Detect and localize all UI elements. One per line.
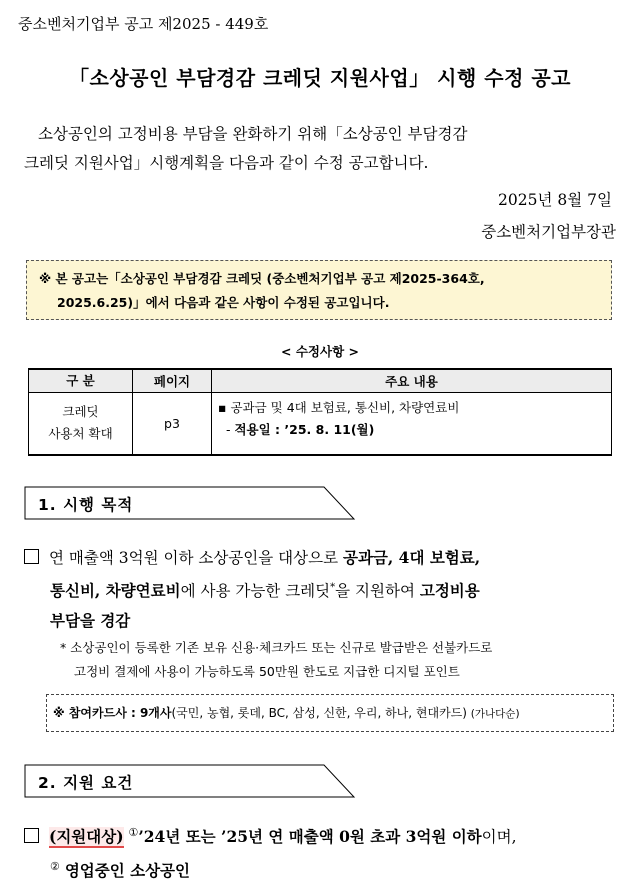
table-header-category: 구 분 — [29, 369, 133, 393]
changes-table — [28, 368, 612, 456]
card-box-order-note: (가나다순) — [470, 708, 520, 720]
page-title: 「소상공인 부담경감 크레딧 지원사업」 시행 수정 공고 — [69, 66, 571, 90]
section-2-paragraph — [24, 818, 629, 886]
support-target-label: (지원대상) — [49, 827, 124, 846]
footnote — [60, 636, 620, 684]
checkbox-square-icon — [24, 828, 39, 843]
footnote-mark: * — [330, 582, 336, 593]
purpose-line-2 — [24, 573, 624, 606]
purpose-text-2: 에 사용 가능한 크레딧 — [180, 582, 331, 601]
table-caption: < 수정사항 > — [281, 344, 359, 359]
table-header-row — [29, 369, 612, 393]
purpose-text-3: 을 지원하여 — [335, 582, 420, 601]
purpose-bold-3: 고정비용 — [419, 581, 480, 601]
intro-line-2: 크레딧 지원사업」시행계획을 다음과 같이 수정 공고합니다. — [24, 154, 429, 172]
checkbox-square-icon — [24, 549, 39, 564]
section-1-label: 1. 시행 목적 — [38, 496, 134, 514]
purpose-text-1: 연 매출액 3억원 이하 소상공인을 대상으로 — [49, 549, 343, 567]
card-box-list: (국민, 농협, 롯데, BC, 삼성, 신한, 우리, 하나, 현대카드) — [171, 706, 467, 720]
participating-cards-box — [46, 694, 614, 732]
footnote-line-1: * 소상공인이 등록한 기존 보유 신용·체크카드 또는 신규로 발급받은 선불카드로 — [60, 640, 493, 655]
section-2-label: 2. 지원 요건 — [38, 774, 134, 792]
card-box-label: ※ 참여카드사 : 9개사 — [53, 706, 172, 720]
notice-number: 중소벤처기업부 공고 제2025 - 449호 — [18, 15, 269, 33]
notice-box-line-1: ※ 본 공고는「소상공인 부담경감 크레딧 (중소벤처기업부 공고 제2025-364호, — [39, 271, 485, 286]
purpose-bold-2: 통신비, 차량연료비 — [50, 581, 181, 601]
eligibility-tail: 이며, — [481, 828, 517, 846]
section-1-heading — [24, 486, 356, 520]
purpose-bold-4: 부담을 경감 — [50, 611, 131, 631]
table-header-content: 주요 내용 — [212, 369, 612, 393]
table-header-page: 페이지 — [133, 369, 212, 393]
content-dash: - — [226, 422, 235, 437]
amendment-notice-box — [26, 260, 612, 320]
eligibility-line-2 — [24, 852, 629, 886]
issuer: 중소벤처기업부장관 — [481, 223, 616, 241]
section-2-heading — [24, 764, 356, 798]
purpose-line-3 — [24, 606, 624, 636]
category-line-1: 크레딧 — [62, 404, 99, 420]
announcement-date: 2025년 8월 7일 — [498, 191, 612, 209]
circled-two: ② — [50, 860, 60, 873]
table-cell-page: p3 — [133, 393, 212, 455]
eligibility-line-1 — [24, 818, 629, 852]
category-line-2: 사용처 확대 — [48, 426, 113, 442]
effective-date: 적용일 : ’25. 8. 11(월) — [234, 422, 375, 437]
content-line-2 — [218, 419, 605, 441]
eligibility-bold-2: 영업중인 소상공인 — [64, 861, 190, 880]
purpose-bold-1: 공과금, 4대 보험료, — [342, 548, 481, 567]
circled-one: ① — [128, 826, 139, 839]
eligibility-bold-1: ’24년 또는 ’25년 연 매출액 0원 초과 3억원 이하 — [138, 827, 482, 846]
section-1-paragraph — [24, 543, 624, 636]
intro-paragraph — [24, 120, 620, 178]
content-line-1: ▪ 공과금 및 4대 보험료, 통신비, 차량연료비 — [218, 400, 460, 415]
intro-line-1: 소상공인의 고정비용 부담을 완화하기 위해「소상공인 부담경감 — [38, 125, 468, 143]
notice-box-line-2: 2025.6.25)」에서 다음과 같은 사항이 수정된 공고입니다. — [57, 295, 390, 310]
purpose-line-1 — [24, 543, 624, 573]
footnote-line-2: 고정비 결제에 사용이 가능하도록 50만원 한도로 지급한 디지털 포인트 — [74, 664, 460, 679]
table-cell-category — [29, 393, 133, 455]
table-row — [29, 393, 612, 455]
table-cell-content — [212, 393, 612, 455]
